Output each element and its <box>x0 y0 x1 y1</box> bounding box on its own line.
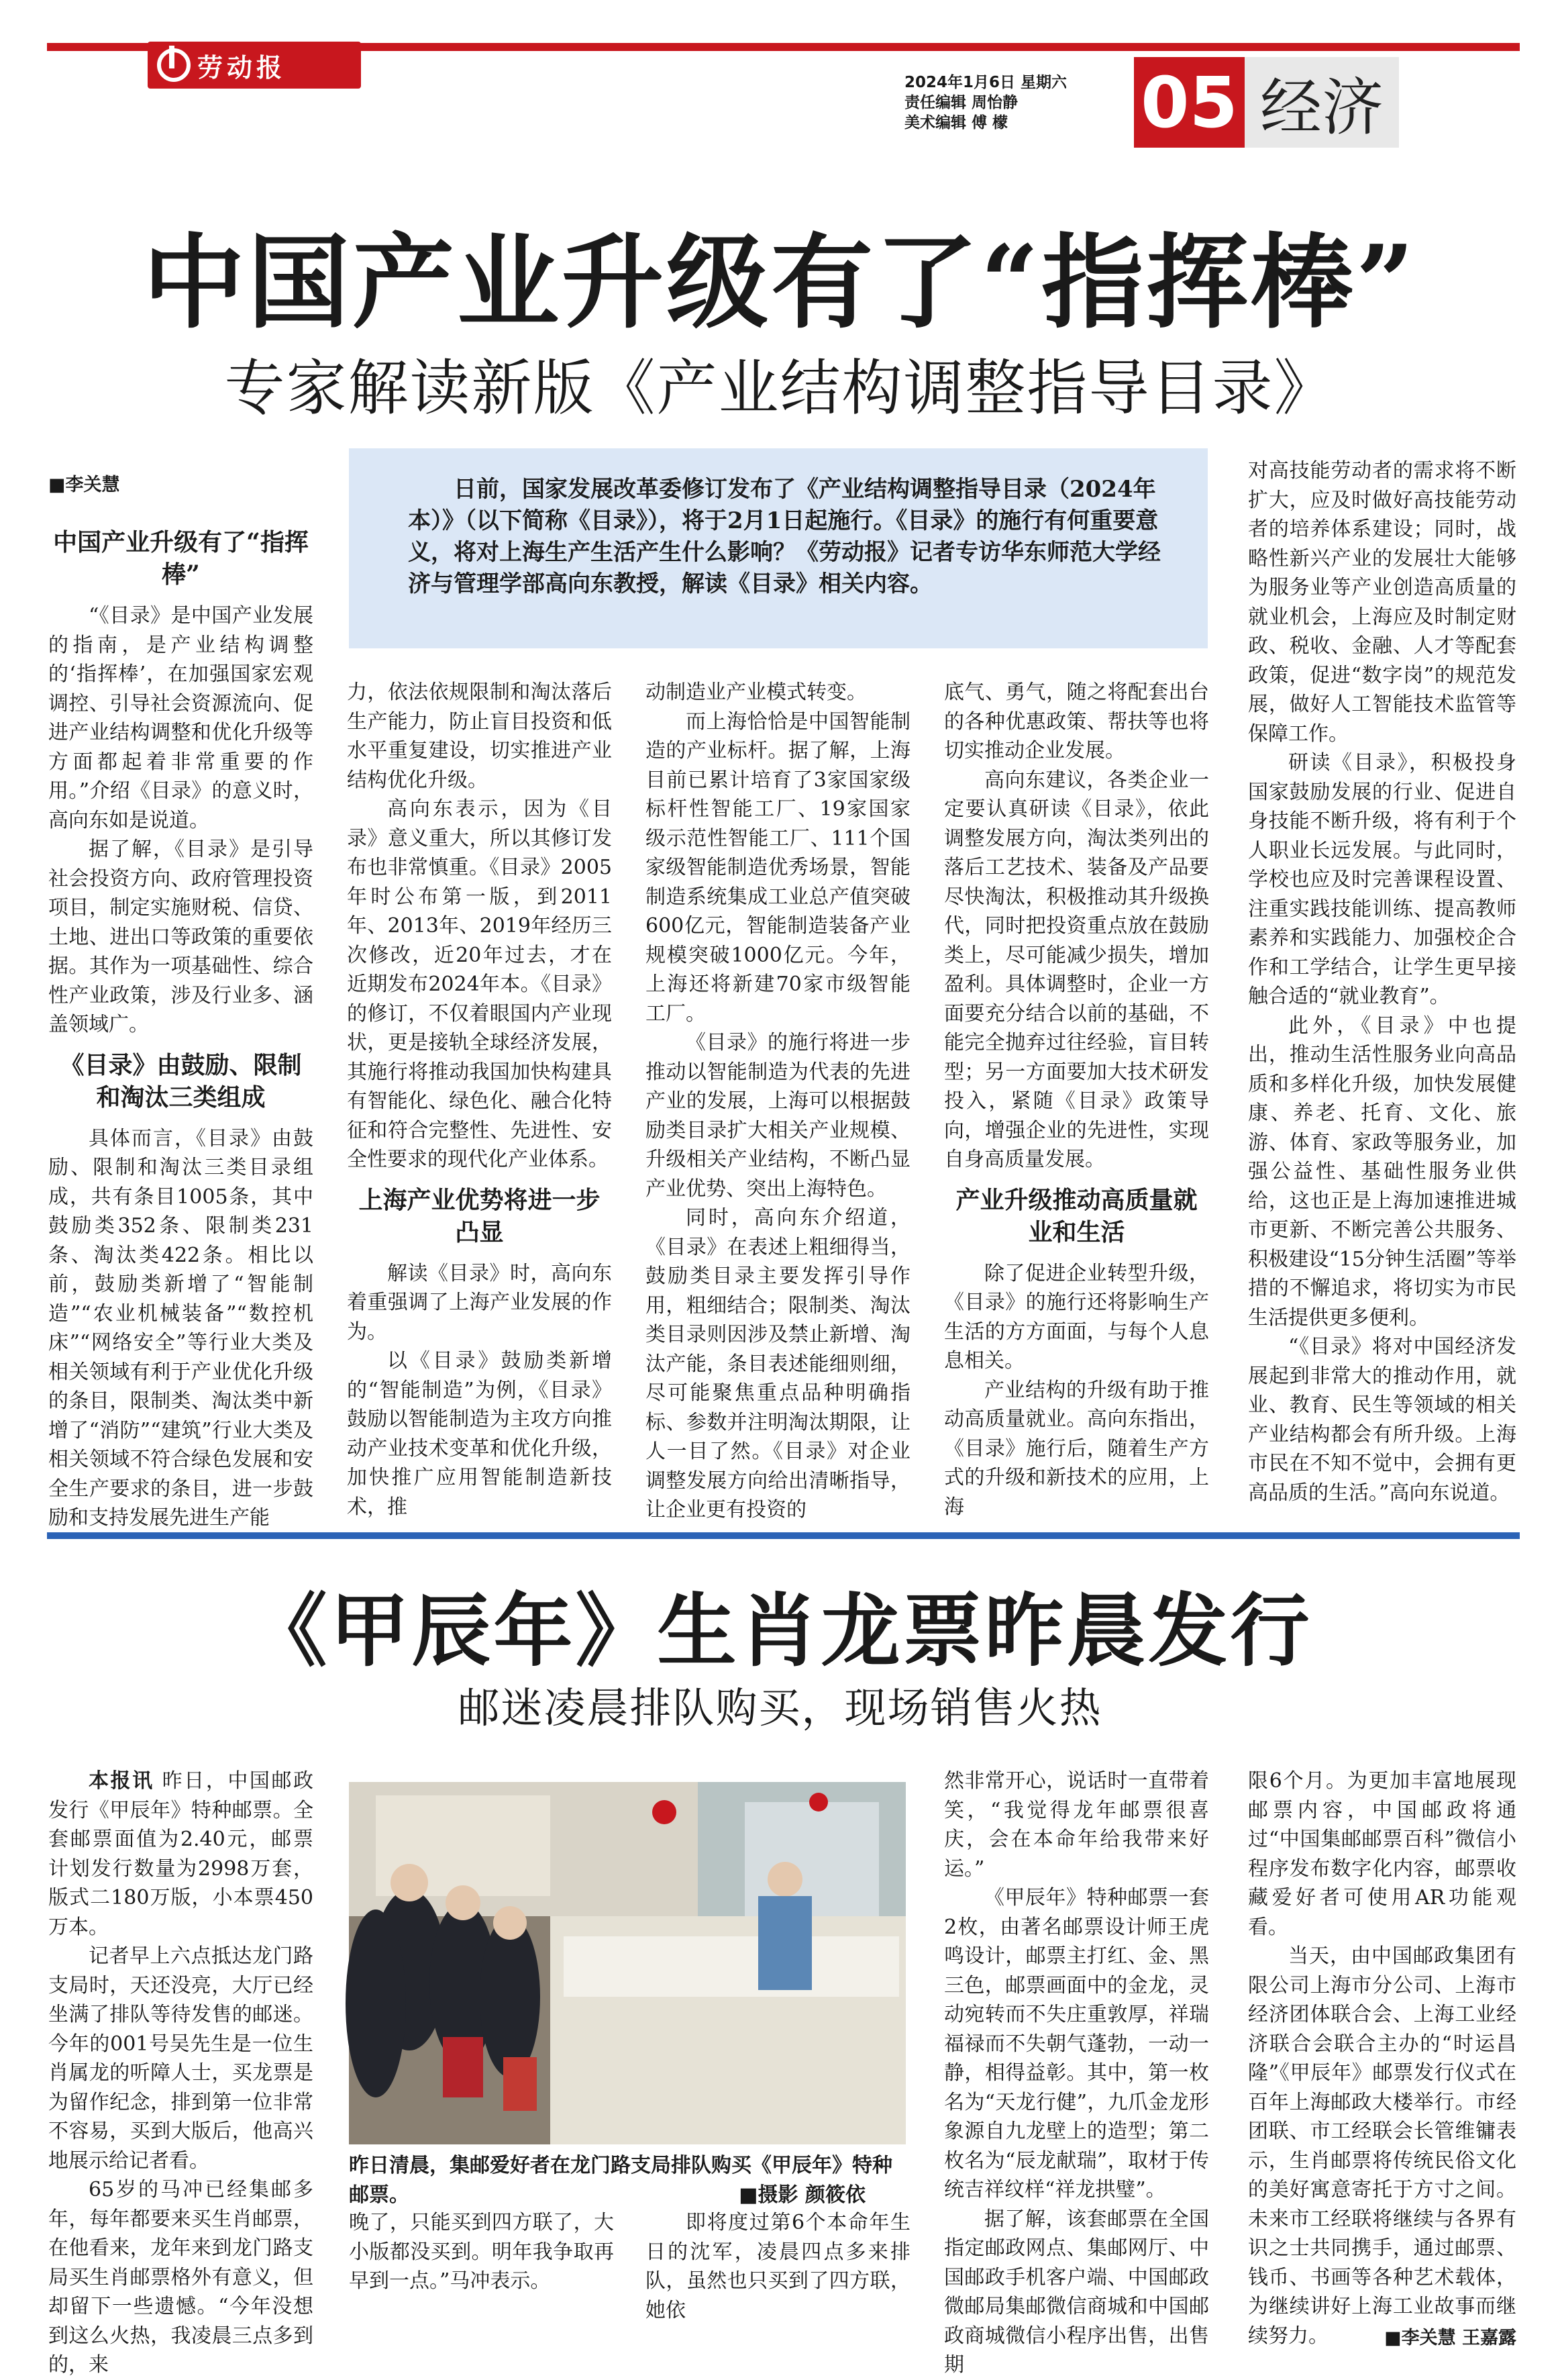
paragraph: 限6个月。为更加丰富地展现邮票内容，中国邮政将通过“中国集邮邮票百科”微信小程序发布数字化内容，邮票收藏爱好者可使用AR功能观看。 <box>1248 1769 1516 1939</box>
paragraph: 具体而言，《目录》由鼓励、限制和淘汰三类目录组成，共有条目1005条，其中鼓励类352条、限制类231条、淘汰类422条。相比以前，鼓励类新增了“智能制造”“农业机械装备”“数控机床”“网络安全”等行业大类及相关领域有利于产业优化升级的条目，限制类、淘汰类中新增了“消防”“建筑”行业大类及相关领域不符合绿色发展和安全生产要求的条目，进一步鼓励和支持发展先进生产能 <box>48 1126 313 1530</box>
paragraph: 高向东表示，因为《目录》意义重大，所以其修订发布也非常慎重。《目录》2005年时公布第一版，到2011年、2013年、2019年经历三次修改，近20年过去，才在近期发布2024年本。《目录》的修订，不仅着眼国内产业现状，更是接轨全球经济发展，其施行将推动我国加快构建具有智能化、绿色化、融合化特征和符合完整性、先进性、安全性要求的现代化产业体系。 <box>347 797 612 1171</box>
paragraph: “《目录》是中国产业发展的指南，是产业结构调整的‘指挥棒’，在加强国家宏观调控、引导社会资源流向、促进产业结构调整和优化升级等方面都起着非常重要的作用。”介绍《目录》的意义时，高向东如是说道。 <box>48 604 313 832</box>
section-label: 经济 <box>1245 57 1399 148</box>
queue-photo-image <box>349 1782 906 2144</box>
article1-intro: 日前，国家发展改革委修订发布了《产业结构调整指导目录（2024年本）》（以下简称《目录》），将于2月1日起施行。《目录》的施行有何重要意义，将对上海生产生活产生什么影响？《劳动报》记者专访华东师范大学经济与管理学部高向东教授，解读《目录》相关内容。 <box>349 448 1208 648</box>
article1-headline: 中国产业升级有了“指挥棒” <box>143 222 1417 342</box>
paragraph: 本报讯 昨日，中国邮政发行《甲辰年》特种邮票。全套邮票面值为2.40元，邮票计划发行数量为2998万套，版式二180万版，小本票450万本。 <box>48 1769 314 1939</box>
paragraph: 动制造业产业模式转变。 <box>645 681 867 704</box>
article1-column-4 <box>944 678 1209 1522</box>
article2-column-3 <box>645 2208 911 2325</box>
article2-headline: 《甲辰年》生肖龙票昨晨发行 <box>248 1584 1312 1677</box>
paragraph: 《目录》的施行将进一步推动以智能制造为代表的先进产业的发展，上海可以根据鼓励类目录扩大相关产业规模、升级相关产业结构，不断凸显产业优势、突出上海特色。 <box>645 1031 911 1201</box>
paragraph: 此外，《目录》中也提出，推动生活性服务业向高品质和多样化升级，加快发展健康、养老、托育、文化、旅游、体育、家政等服务业，加强公益性、基础性服务业供给，这也正是上海加速推进城市更新、不断完善公共服务、积极建设“15分钟生活圈”等举措的不懈追求，将切实为市民生活提供更多便利。 <box>1248 1013 1516 1330</box>
paragraph: 对高技能劳动者的需求将不断扩大，应及时做好高技能劳动者的培养体系建设；同时，战略性新兴产业的发展壮大能够为服务业等产业创造高质量的就业机会，上海应及时制定财政、税收、金融、人才等配套政策，促进“数字岗”的规范发展，做好人工智能技术监管等保障工作。 <box>1248 459 1516 746</box>
art-editor-credit: 美术编辑 傅 檬 <box>904 114 1008 132</box>
issue-date: 2024年1月6日 星期六 <box>904 74 1068 91</box>
article1-column-5 <box>1248 456 1516 1507</box>
article1-column-1 <box>48 517 313 1533</box>
section-divider <box>47 1532 1520 1539</box>
article2-column-2 <box>349 2208 614 2296</box>
paragraph: 《甲辰年》特种邮票一套2枚，由著名邮票设计师王虎鸣设计，邮票主打红、金、黑三色，邮票画面中的金龙，灵动宛转而不失庄重敦厚，祥瑞福禄而不失朝气蓬勃，一动一静，相得益彰。其中，第一枚名为“天龙行健”，九爪金龙形象源自九龙壁上的造型；第二枚名为“辰龙献瑞”，取材于传统吉祥纹样“祥龙拱璧”。 <box>944 1886 1209 2201</box>
paragraph: 然非常开心，说话时一直带着笑，“我觉得龙年邮票很喜庆，会在本命年给我带来好运。” <box>944 1769 1209 1881</box>
article2-column-1 <box>48 1767 313 2380</box>
photo-caption-block <box>349 2151 906 2210</box>
newspaper-logo: 劳动报 <box>148 42 361 89</box>
paragraph: 研读《目录》，积极投身国家鼓励发展的行业、促进自身技能不断升级，将有利于个人职业长远发展。与此同时，学校也应及时完善课程设置、注重实践技能训练、提高教师素养和实践能力、加强校企合作和工学结合，让学生更早接触合适的“就业教育”。 <box>1248 751 1516 1008</box>
paragraph: 即将度过第6个本命年生日的沈军，凌晨四点多来排队，虽然也只买到了四方联，她依 <box>645 2211 911 2322</box>
news-photo <box>349 1782 906 2144</box>
paragraph: 晚了，只能买到四方联了，大小版都没买到。明年我争取再早到一点。”马冲表示。 <box>349 2211 614 2293</box>
paragraph: 解读《目录》时，高向东着重强调了上海产业发展的作为。 <box>347 1261 612 1344</box>
paragraph: 据了解，该套邮票在全国指定邮政网点、集邮网厅、中国邮政手机客户端、中国邮政微邮局集邮微信商城和中国邮政商城微信小程序出售，出售期 <box>944 2207 1209 2377</box>
article1-column-3 <box>645 678 911 1525</box>
article2-subheadline: 邮迷凌晨排队购买，现场销售火热 <box>458 1683 1102 1732</box>
subheading: 《目录》由鼓励、限制和淘汰三类组成 <box>60 1050 302 1111</box>
lead-label: 本报讯 <box>89 1769 154 1793</box>
paragraph: 除了促进企业转型升级，《目录》的施行还将影响生产生活的方方面面，与每个人息息相关。 <box>944 1261 1209 1373</box>
logo-icon <box>157 48 191 82</box>
paragraph: 底气、勇气，随之将配套出台的各种优惠政策、帮扶等也将切实推动企业发展。 <box>944 681 1209 762</box>
article2-byline: ■李关慧 王嘉露 <box>1384 2328 1516 2348</box>
paragraph: 同时，高向东介绍道，《目录》在表述上粗细得当，鼓励类目录主要发挥引导作用，粗细结合；限制类、淘汰类目录则因涉及禁止新增、淘汰产能，条目表述能细则细，尽可能聚焦重点品种明确指标、参数并注明淘汰期限，让人一目了然。《目录》对企业调整发展方向给出清晰指导，让企业更有投资的 <box>645 1206 911 1522</box>
article2-column-5 <box>1248 1767 1516 2353</box>
subheading: 产业升级推动高质量就业和生活 <box>955 1185 1198 1246</box>
article2-column-4 <box>944 1767 1209 2380</box>
paragraph: “《目录》将对中国经济发展起到非常大的推动作用，就业、教育、民生等领域的相关产业结构都会有所升级。上海市民在不知不觉中，会拥有更高品质的生活。”高向东说道。 <box>1248 1335 1516 1505</box>
masthead-info <box>904 72 1067 133</box>
paragraph: 而上海恰恰是中国智能制造的产业标杆。据了解，上海目前已累计培育了3家国家级标杆性智能工厂、19家国家级示范性智能工厂、111个国家级智能制造优秀场景，智能制造系统集成工业总产值突破600亿元，智能制造装备产业规模突破1000亿元。今年，上海还将新建70家市级智能工厂。 <box>645 709 911 1026</box>
editor-credit: 责任编辑 周怡静 <box>904 94 1019 111</box>
article1-subheadline: 专家解读新版《产业结构调整指导目录》 <box>224 353 1336 424</box>
paragraph: 产业结构的升级有助于推动高质量就业。高向东指出，《目录》施行后，随着生产方式的升级和新技术的应用，上海 <box>944 1378 1209 1519</box>
paragraph: 记者早上六点抵达龙门路支局时，天还没亮，大厅已经坐满了排队等待发售的邮迷。今年的001号吴先生是一位生肖属龙的听障人士，买龙票是为留作纪念，排到第一位非常不容易，买到大版后，他高兴地展示给记者看。 <box>48 1944 313 2173</box>
paragraph: 力，依法依规限制和淘汰落后生产能力，防止盲目投资和低水平重复建设，切实推进产业结构优化升级。 <box>347 681 612 792</box>
paragraph: 以《目录》鼓励类新增的“智能制造”为例，《目录》鼓励以智能制造为主攻方向推动产业技术变革和优化升级，加快推广应用智能制造新技术，推 <box>347 1349 612 1519</box>
subheading: 中国产业升级有了“指挥棒” <box>53 528 309 589</box>
paragraph: 高向东建议，各类企业一定要认真研读《目录》，依此调整发展方向，淘汰类列出的落后工艺技术、装备及产品要尽快淘汰，积极推动其升级换代，同时把投资重点放在鼓励类上，尽可能减少损失，增加盈利。具体调整时，企业一方面要充分结合以前的基础，不能完全抛弃过往经验，盲目转型；另一方面要加大技术研发投入，紧随《目录》政策导向，增强企业的先进性，实现自身高质量发展。 <box>944 768 1209 1171</box>
photo-credit: ■摄影 颜筱依 <box>739 2183 866 2207</box>
article1-byline: ■李关慧 <box>48 475 120 495</box>
paragraph: 据了解，《目录》是引导社会投资方向、政府管理投资项目，制定实施财税、信贷、土地、进出口等政策的重要依据。其作为一项基础性、综合性产业政策，涉及行业多、涵盖领域广。 <box>48 838 313 1036</box>
paragraph: 当天，由中国邮政集团有限公司上海市分公司、上海市经济团体联合会、上海工业经济联合会联合主办的“时运昌隆”《甲辰年》邮票发行仪式在百年上海邮政大楼举行。市经团联、市工经联会长管维镛表示，生肖邮票将传统民俗文化的美好寓意寄托于方寸之间。未来市工经联将继续与各界有识之士共同携手，通过邮票、钱币、书画等各种艺术载体，为继续讲好上海工业故事而继续努力。 <box>1248 1944 1516 2348</box>
subheading: 上海产业优势将进一步凸显 <box>358 1185 601 1246</box>
article1-column-2 <box>347 678 612 1522</box>
photo-caption: 昨日清晨，集邮爱好者在龙门路支局排队购买《甲辰年》特种邮票。 <box>349 2154 892 2207</box>
page-number: 05 <box>1134 57 1245 148</box>
paragraph: 65岁的马冲已经集邮多年，每年都要来买生肖邮票，在他看来，龙年来到龙门路支局买生肖邮票格外有意义，但却留下一些遗憾。“今年没想到这么火热，我凌晨三点多到的，来 <box>48 2178 313 2377</box>
